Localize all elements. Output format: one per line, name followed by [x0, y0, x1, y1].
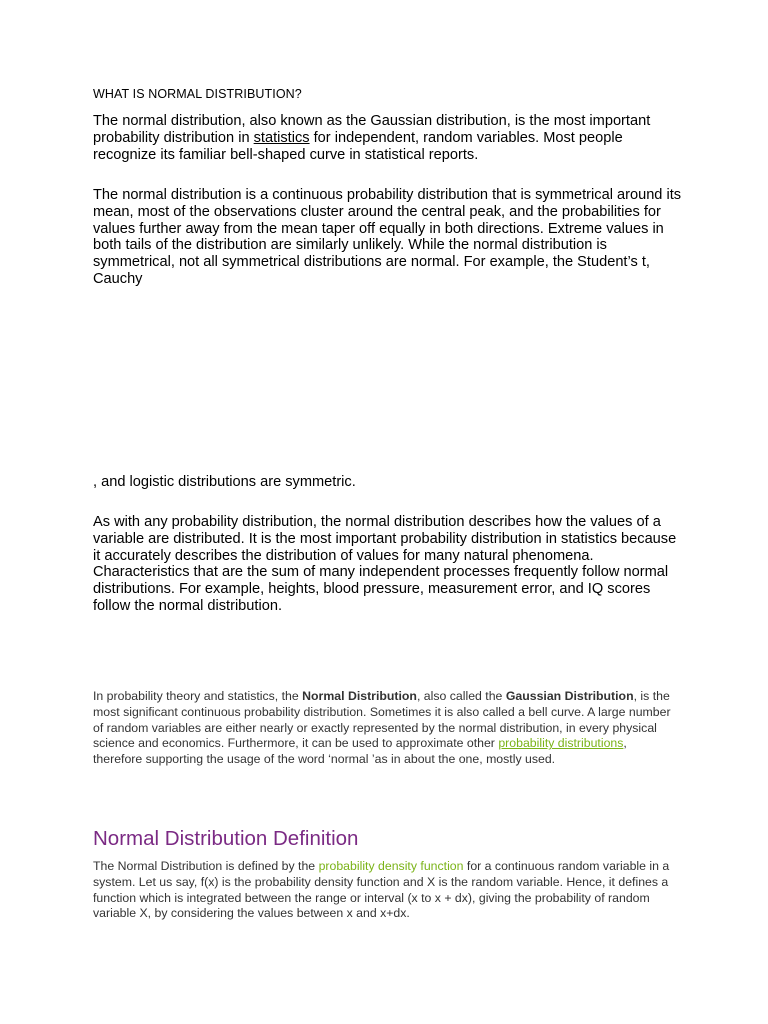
section-title: Normal Distribution Definition: [93, 827, 359, 850]
probability-theory-paragraph: [93, 689, 678, 768]
probability-distributions-link[interactable]: probability distributions: [498, 736, 624, 751]
symmetry-paragraph: The normal distribution is a continuous probability distribution that is symmetrical around its mean, most of the observations cluster around the central peak, and the probabilities for values further away from the mean taper off equally in both directions. Extreme values in both tails of the distribution are similarly unlikely. While the normal distribution is symmetrical, not all symmetrical distributions are normal. For example, the Student’s t, Cauchy: [93, 187, 682, 287]
variable-distribution-paragraph: As with any probability distribution, the normal distribution describes how the values of a variable are distributed. It is the most important probability distribution in statistics because it accurately describes the distribution of values for many natural phenomena. Characteristics that are the sum of many independent processes frequently follow normal distributions. For example, heights, blood pressure, measurement error, and IQ scores follow the normal distribution.: [93, 514, 677, 614]
statistics-link[interactable]: statistics: [253, 129, 310, 146]
logistic-paragraph: , and logistic distributions are symmetric.: [93, 474, 356, 490]
intro-text-before: The normal distribution, also known as the Gaussian distribution, is the most important probability distribution in: [93, 113, 651, 146]
def-text-1: The Normal Distribution is defined by the: [93, 859, 319, 873]
pt-text-4: , therefore supporting the usage of the word ‘normal ’as in about the one, mostly used.: [93, 736, 627, 767]
def-text-2: for a continuous random variable in a system. Let us say, f(x) is the probability density function and X is the random variable. Hence, it defines a function which is integrated between the range or interval (x to x + dx), giving the probability of random variable X, by considering the values between x and x+dx.: [93, 859, 670, 921]
gaussian-distribution-bold: Gaussian Distribution: [505, 689, 634, 703]
pt-text-3: , is the most significant continuous probability distribution. Sometimes it is also called a bell curve. A large number of random variables are either nearly or exactly represented by the normal distribution, in every physical science and economics. Furthermore, it can be used to approximate other: [93, 689, 671, 751]
pt-text-2: , also called the: [416, 689, 506, 703]
page-heading: WHAT IS NORMAL DISTRIBUTION?: [93, 87, 302, 101]
normal-distribution-bold: Normal Distribution: [302, 689, 417, 703]
intro-paragraph: [93, 113, 683, 163]
pt-text-1: In probability theory and statistics, the: [93, 689, 303, 703]
intro-text-after: for independent, random variables. Most people recognize its familiar bell-shaped curve in statistical reports.: [93, 129, 623, 163]
probability-density-function-link[interactable]: probability density function: [318, 859, 464, 873]
definition-paragraph: [93, 859, 678, 922]
